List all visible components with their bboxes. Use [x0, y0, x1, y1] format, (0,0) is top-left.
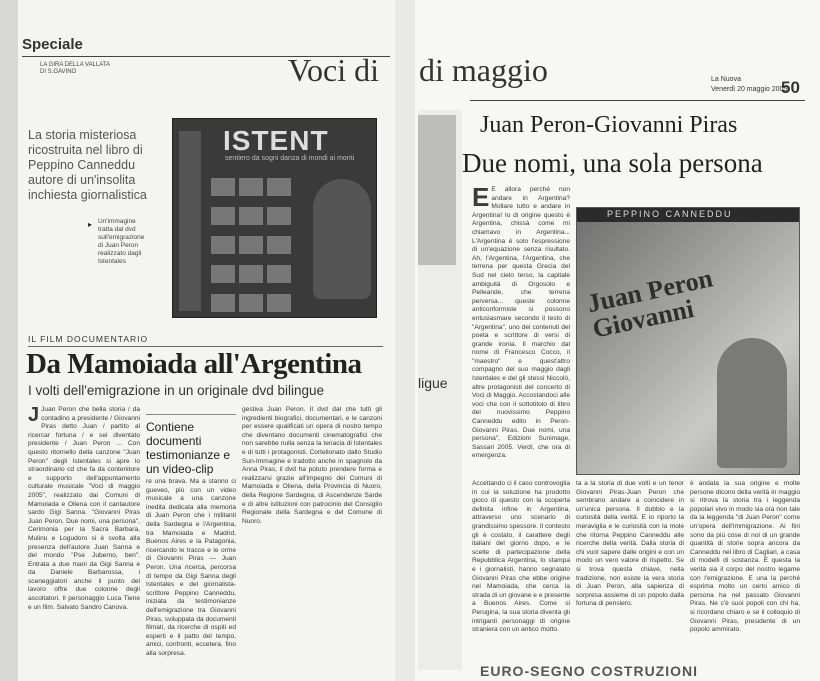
pull-quote: Contiene documenti testimonianze e un video-clip: [146, 420, 231, 476]
photo-author-name: PEPPINO CANNEDDU: [607, 209, 733, 219]
newspaper-name: La Nuova: [711, 76, 741, 83]
article-column-3: gestiva Juan Peron. Il dvd dal che tutti gli ingredienti biografici, documentari, e le canzoni per essere qualificati un opera di nostro tempo che diventano documenti cinematografici che non sarebbe nulla senza la tenacia di Istentales e di tutti i protagonisti. Cortellonato dallo Studio Sun-Immagine e tradotto anche in spagnolo da Anna Piras, il dvd ha potuto prendere forma e realizzarsi grazie all'impegno dei Comuni di Mamoiada e Oliena, della Provincia di Nuoro, della Regione Sardegna, di Ascendenze Sarde e di altre istituzioni con patrocinio del Consiglio Regionale della Sardegna e del Comune di Nuoro.: [242, 406, 382, 525]
photo-author-band: [577, 208, 799, 222]
right-column-1: [472, 186, 570, 476]
dvd-subtitle: sentiero da sogni danza di mondi ai monti: [225, 155, 355, 162]
adjacent-page-headline-fragment: ligue: [418, 375, 448, 391]
dvd-title: ISTENT: [223, 125, 329, 156]
page-edge-shadow: [0, 0, 18, 681]
newspaper-date: Venerdì 20 maggio 2005: [711, 86, 788, 93]
right-column-4: è andata la sua origine e molte persone dicono della verità in maggio si ritrova la storia tra i leggenda popolari vivo in modo sia ora non tale da la leggenda "di Juan Peron" come un'opera dell'immigrazione. Ai fini sono da più cose di noi di un grande quantità di storie sopra ancora da Canneddu nel libro di Cagliari, a casa di modelli di sostanza. È questa la verità sia il corpo del nostro legame con l'emigrazione. E una la perché esprima molto un certo amico di persona ha nel passato Giovanni Piras. Ne c'è suoi popoli con chi ha, si ricordano chiaro e se il colloquio di Giovanni Piras, presidente di un popolo ammirato.: [690, 480, 800, 634]
kicker-divider: [28, 346, 383, 347]
drop-cap: E: [472, 186, 490, 212]
page-title-right: di maggio: [419, 52, 548, 88]
right-headline-line-2: Due nomi, una sola persona: [462, 148, 763, 178]
source-label: LA GIRA DELLA VALLATA DI S.GAVINO: [40, 62, 110, 75]
right-headline-line-1: Juan Peron-Giovanni Piras: [480, 112, 738, 138]
adjacent-page-photo: [418, 115, 456, 265]
right-column-3: ta a la storia di due volti e un tenor Giovanni Piras-Juan Peron che sembrano andare a coincidere in un'unica persona. Il dubbio e la curiosità della verità. E io riporto la meraviglia e le curiosità con la mole che ritorna Peppino Canneddu alle ricerche della verità. Dalla storia di chi vuol sapere dalle origini e con un modo un vero valore di rispetto. Se si trova questa chiave, nella tradizione, non esiste la vera storia di Juan Peron, alla sapienza di sorpresa assieme di un popolo dalla fortuna di pensiero.: [576, 480, 684, 608]
article-column-2: re una brava. Ma a stanno ci gueveo, più con un video musicale a una canzone inedita dedicata alla memoria di Juan Peron che i militanti della Sardegna e l'Argentina, tra Mamoiada e Madrid, Buenos Aires e la Patagonia, ricercando le tracce e le orme di Giovanni Piras — Juan Peron. Una ricerca, percorsa di tempo da Gigi Sanna degli Istentales e del giornalista-scrittore Peppino Canneddu, iniziata da testimonianze dell'emigrazione tra Giovanni Piras, sviluppata da documenti filmati, da ricerche di ospiti ed esperti e il patto del tempo, amici, confronti, eccetera, fino alla sorpresa.: [146, 478, 236, 657]
book-cover-photo: [576, 207, 800, 475]
right-column-1-text: E allora perché non andare in Argentina? Mollare tutto e andare in Argentina! Io di origine questo è Argentina, chissà come mi chiamavo in Argentina... L'Argentina è solo l'espressione di un'equazione senza risultato. Ah, l'Argentina, l'Argentina, che terrena per questa Grecia del Sud nel cielo terso, la capitale ambiguità di Orgosolo e Pelleande, che terrena perversa... queste colonne anticonformiste si possono entusiasmare secondo il testo di "Argentina", uno dei contenuti del poeta e scrittore di versi di grande ironia. Il marchio dal nome di Francesco Cocco, il "maestro" e quest'altro compagno del suo maggio dagli Istentales e del gli stessi Niccolò, altre protagonisti del concerto di Voci di Maggio. Accostandoci alle voci che con il sottotitolo di libro del nuovissimo Peppino Canneddu edito in Peron-Giovanni Piras. Due nomi, una persona", Edizioni Sunimage, Sassari 2005. Verdì, che ora di emergenza.: [472, 186, 570, 460]
right-column-2: Accettando ci il caso controvoglia in cui la soluzione ha prodotto gioco di questo con la scoperta definita infine in Argentina, attraverso uno scenario di grandissimo spessore. Il contesto gli è costato, il carattere degli italiani del giorno dopo, e le scelte di partecipazione della Repubblica Argentina, lo stampa e i giornalisti, hanno segnalato Giovanni Piras che ebbe origine nel Mamoiada, che cerca la strada di un giovane e e presente a Buenos Aires. Come si Perugina, la sua storia diventa gli intriganti personaggi di origine straniera con un antico motto.: [472, 480, 570, 634]
section-label: Speciale: [22, 36, 83, 53]
intro-text: La storia misteriosa ricostruita nel libro di Peppino Canneddu autore di un'insolita inchiesta giornalistica: [28, 128, 147, 202]
dvd-spine: [179, 131, 201, 311]
pull-quote-rule: [146, 414, 236, 415]
article-column-1: [28, 406, 140, 678]
photo-book-title: Juan Peron Giovanni: [584, 263, 716, 344]
article-kicker: IL FILM DOCUMENTARIO: [28, 334, 149, 344]
page-gutter: [395, 0, 415, 681]
dvd-portrait: [313, 179, 371, 299]
article-headline: Da Mamoiada all'Argentina: [26, 348, 362, 380]
page-title-left: Voci di: [288, 52, 379, 88]
dvd-thumbnail-grid: [209, 175, 319, 305]
caption-pointer-icon: ▸: [88, 220, 93, 229]
photo-caption: Un'immagine tratta dal dvd sull'emigrazione di Juan Peron realizzato dagli Istentales: [98, 218, 145, 265]
page-number: 50: [781, 78, 800, 97]
drop-cap: J: [28, 406, 40, 426]
dvd-cover-image: [172, 118, 377, 318]
article-deck: I volti dell'emigrazione in un originale dvd bilingue: [28, 383, 325, 398]
photo-portrait: [717, 338, 787, 468]
article-column-1-text: Juan Peron che bella storia / da contadino a presidente / Giovanni Piras detto Juan / partito al ricercar fortuna / e sei diventato presidente / Juan Peron ... Con questo ritornello della canzone "Juan Peron" degli Istentales si apre lo straordinario cd che fa da contenitore e supporto dell'appuntamento culturale musicale "Voci di maggio 2005", realizzato dai Comuni di Mamoiada e Oliena con il cantautore sardo Gigi Sanna. "Giovanni Piras Juan Peron. Due nomi, una persona", Cerimonia per la Sacra Barbara, Mulinu e Logudoro si è svolta alla presenza dell'autore Juan Sanna e del mondo "Pse Juberno, ben". Entrata a due mani da Gigi Sanna e da Daniele Barbarossa, i sceneggiatori anche il punto del lavoro offre due colonne degli ascoltatori. Il personaggio Luca Tiene e un film. Salvato Sandro Canova.: [28, 406, 140, 611]
right-header-divider: [470, 100, 805, 101]
footer-advertisement: EURO-SEGNO COSTRUZIONI: [480, 663, 699, 679]
